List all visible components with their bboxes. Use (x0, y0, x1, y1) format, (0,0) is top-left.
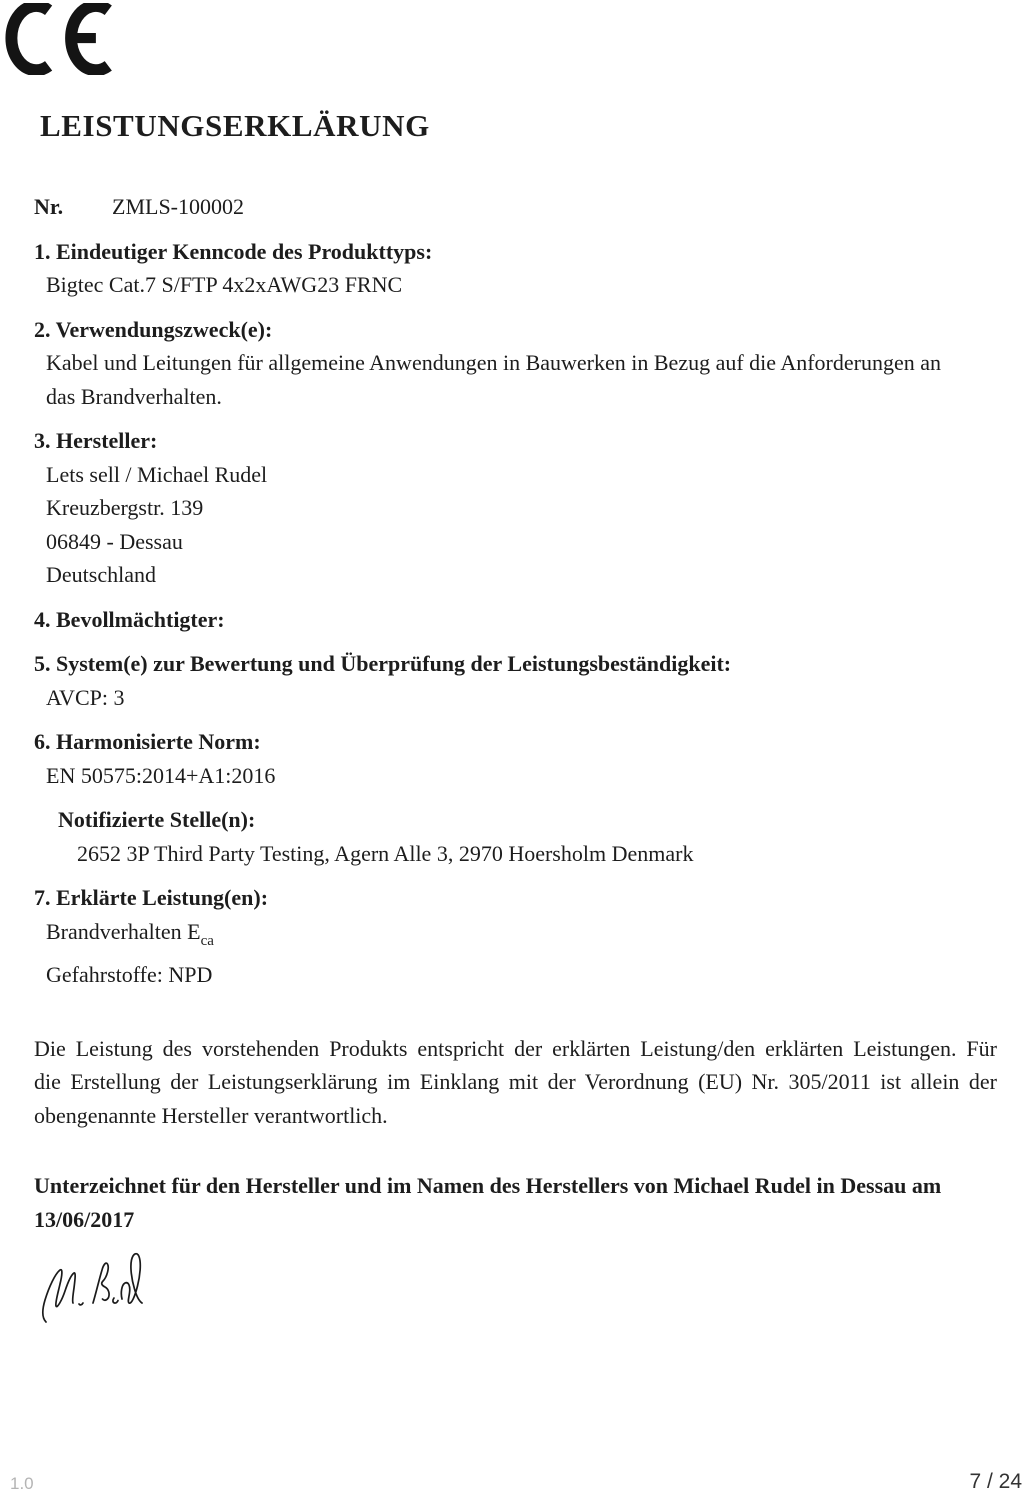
section-line: Deutschland (46, 562, 156, 587)
footer-version: 1.0 (10, 1474, 34, 1493)
paragraph-line: obengenannte Hersteller verantwortlich. (34, 1102, 388, 1128)
section (34, 603, 997, 637)
paragraph-line: die Erstellung der Leistungserklärung im Einklang mit der Verordnung (EU) Nr. 305/2011 ist allein der (34, 1069, 997, 1094)
document-body (34, 106, 997, 1328)
section-heading: 2. Verwendungszweck(e): (34, 316, 273, 342)
ce-mark-icon (5, 3, 117, 75)
section (34, 313, 997, 414)
section-heading: 3. Hersteller: (34, 428, 158, 453)
section (34, 235, 997, 302)
fire-behavior-subscript: ca (200, 932, 214, 949)
fire-behavior-line (46, 915, 997, 959)
section-heading: 7. Erklärte Leistung(en): (34, 885, 269, 910)
section (34, 725, 997, 870)
declaration-paragraph (34, 1032, 997, 1133)
paragraph-line: 13/06/2017 (34, 1206, 135, 1232)
document-number-value: ZMLS-100002 (112, 194, 244, 219)
handwritten-signature (36, 1248, 146, 1328)
section-line: Kreuzbergstr. 139 (46, 495, 204, 520)
section-declared-performance (34, 881, 997, 992)
section-heading: 5. System(e) zur Bewertung und Überprüfung der Leistungsbeständigkeit: (34, 651, 732, 676)
section (34, 647, 997, 714)
section-line: AVCP: 3 (46, 684, 125, 710)
page-title: LEISTUNGSERKLÄRUNG (40, 108, 430, 143)
section-heading: 6. Harmonisierte Norm: (34, 729, 261, 754)
sections-list (34, 235, 997, 871)
section-line: 06849 - Dessau (46, 528, 183, 554)
section-line: Kabel und Leitungen für allgemeine Anwendungen in Bauwerken in Bezug auf die Anforderungen an (46, 350, 941, 375)
paragraph-line: Die Leistung des vorstehenden Produkts entspricht der erklärten Leistung/den erklärten Leistungen. Für (34, 1035, 997, 1061)
signing-statement (34, 1169, 997, 1236)
sub-line: 2652 3P Third Party Testing, Agern Alle 3, 2970 Hoersholm Denmark (77, 840, 694, 866)
section-line: Bigtec Cat.7 S/FTP 4x2xAWG23 FRNC (46, 272, 403, 297)
sub-heading: Notifizierte Stelle(n): (58, 807, 256, 832)
hazardous-substances-line: Gefahrstoffe: NPD (46, 962, 213, 987)
document-number-label: Nr. (34, 194, 64, 219)
section-line: EN 50575:2014+A1:2016 (46, 762, 276, 788)
paragraph-line: Unterzeichnet für den Hersteller und im Namen des Herstellers von Michael Rudel in Dessau am (34, 1173, 942, 1198)
fire-behavior-label: Brandverhalten E (46, 918, 201, 944)
section (34, 424, 997, 592)
notified-body-block (34, 803, 997, 870)
document-number-row (34, 190, 997, 224)
section-heading: 1. Eindeutiger Kenncode des Produkttyps: (34, 238, 433, 264)
section-heading: 4. Bevollmächtigter: (34, 606, 225, 632)
section-line: das Brandverhalten. (46, 383, 222, 409)
footer-page-indicator: 7 / 24 (969, 1470, 1022, 1493)
section-line: Lets sell / Michael Rudel (46, 461, 268, 487)
